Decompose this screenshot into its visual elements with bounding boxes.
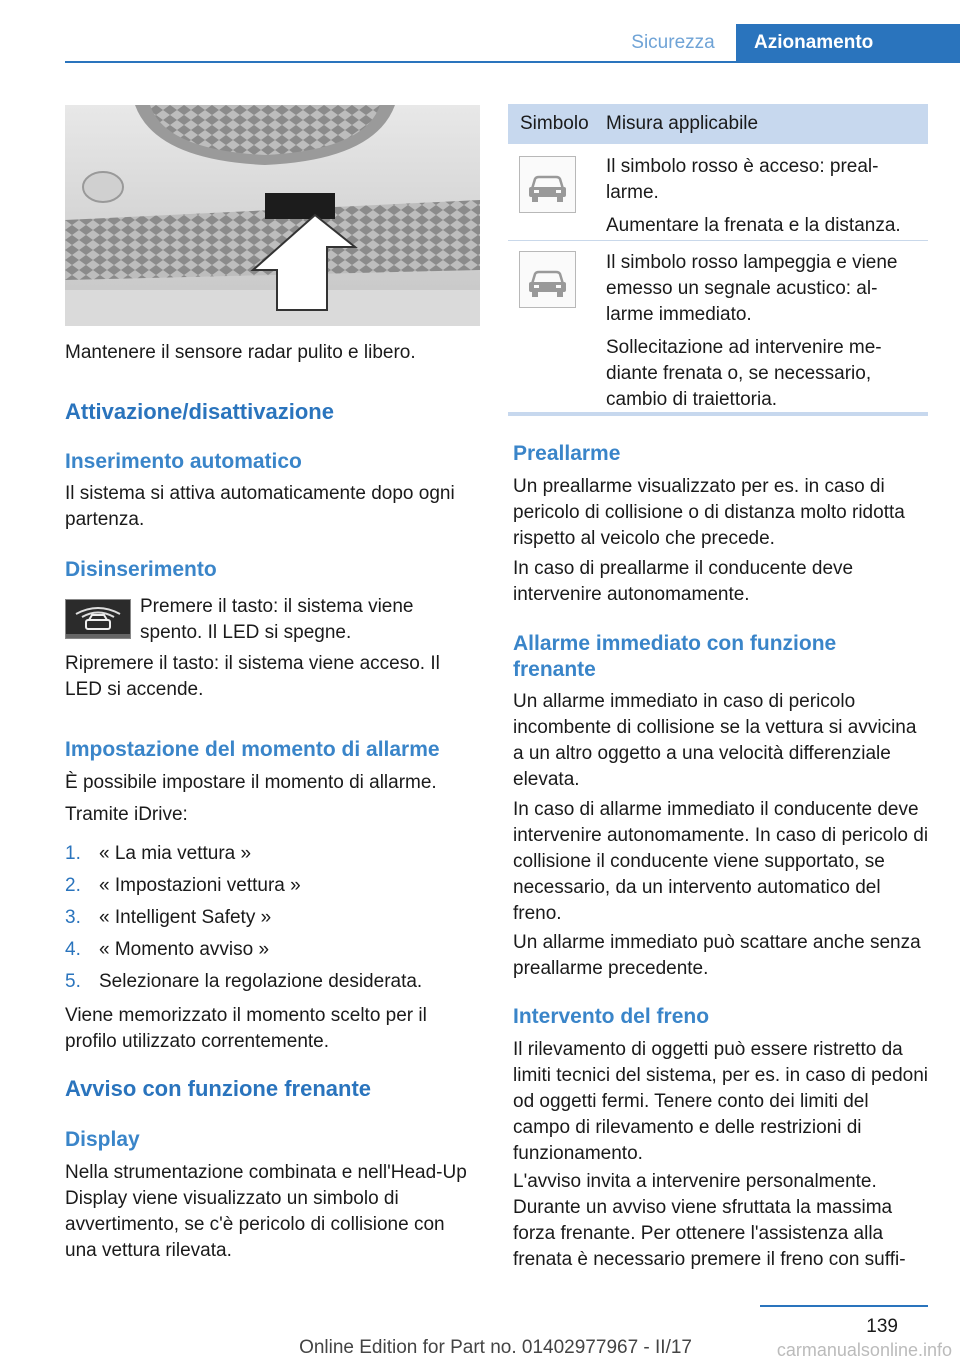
heading-auto-insertion: Inserimento automatico [65,450,302,473]
row-text: diante frenata o, se necessario, [606,363,872,384]
column-header-symbol: Simbolo [520,113,589,134]
heading-alarm-timing: Impostazione del momento di allarme [65,738,440,761]
heading-display: Display [65,1128,140,1151]
paragraph-disable-again: Ripremere il tasto: il sistema viene acceso. Il LED si accende. [65,653,440,700]
tab-section: Sicurezza [631,32,715,53]
paragraph-brake-2: L'avviso invita a intervenire personalmente. Durante un avviso viene sfruttata la massima forza frenante. Per ottenere l'assistenza alla frenata è necessario premere il freno con suffi- [513,1171,906,1270]
heading-brake-intervention: Intervento del freno [513,1005,710,1028]
paragraph-saved: Viene memorizzato il momento scelto per il profilo utilizzato correntemente. [65,1005,427,1052]
list-item: 1. « La mia vettura » [65,843,252,864]
car-warning-symbol-icon [519,156,576,213]
row-text: Sollecitazione ad intervenire me- [606,337,882,358]
table-bottom-rule [508,412,928,416]
paragraph-prealarm-2: In caso di preallarme il conducente deve intervenire autonomamente. [513,558,854,605]
paragraph-auto: Il sistema si attiva automaticamente dopo ogni partenza. [65,483,455,530]
car-warning-symbol-icon [519,251,576,308]
heading-activation: Attivazione/disattivazione [65,399,334,424]
paragraph-brake-1: Il rilevamento di oggetti può essere ristretto da limiti tecnici del sistema, per es. in caso di pedoni od oggetti fermi. Tenere conto dei limiti del campo di rilevamento e delle restrizioni di funzionamento. [513,1039,929,1164]
table-header [508,104,928,144]
footer-rule [760,1305,928,1307]
paragraph-immediate-3: Un allarme immediato può scattare anche senza preallarme precedente. [513,932,921,979]
row-text: Aumentare la frenata e la distanza. [606,215,901,236]
header-rule [65,61,960,63]
paragraph-idrive: Tramite iDrive: [65,804,188,825]
heading-brake-warning: Avviso con funzione frenante [65,1076,372,1101]
paragraph-disable-button: Premere il tasto: il sistema viene spento. Il LED si spegne. [140,596,414,643]
paragraph-prealarm-1: Un preallarme visualizzato per es. in caso di pericolo di collisione o di distanza molto ridotta rispetto al veicolo che precede. [513,476,905,549]
list-item: 5. Selezionare la regolazione desiderata. [65,971,423,992]
column-header-measure: Misura applicabile [606,113,759,134]
tab-chapter: Azionamento [736,24,960,62]
heading-prealarm: Preallarme [513,442,621,465]
list-item: 3. « Intelligent Safety » [65,907,272,928]
collision-warning-button-icon [65,599,131,639]
edition-note: Online Edition for Part no. 01402977967 - II/17 [299,1337,692,1358]
table-row [508,144,928,241]
row-text: Il simbolo rosso è acceso: preal- [606,156,879,177]
heading-disable: Disinserimento [65,558,217,581]
watermark: carmanualsonline.info [776,1340,952,1360]
heading-immediate-alarm: Allarme immediato con funzione frenante [513,632,837,681]
row-text: cambio di traiettoria. [606,389,778,410]
row-text: larme. [606,182,659,203]
page-number: 139 [866,1316,898,1337]
paragraph-display: Nella strumentazione combinata e nell'Head-Up Display viene visualizzato un simbolo di avvertimento, se c'è pericolo di collisione con una vettura rilevata. [65,1162,467,1261]
row-text: emesso un segnale acustico: al- [606,278,878,299]
idrive-steps-list [65,838,477,998]
paragraph-immediate-1: Un allarme immediato in caso di pericolo incombente di collisione se la vettura si avvicina a un altro oggetto a una velocità differenziale elevata. [513,691,917,790]
table-row [508,241,928,413]
symbol-table [508,104,928,413]
list-item: 2. « Impostazioni vettura » [65,875,301,896]
row-text: larme immediato. [606,304,752,325]
photo-caption: Mantenere il sensore radar pulito e libero. [65,342,416,363]
paragraph-timing: È possibile impostare il momento di allarme. [65,772,437,793]
list-item: 4. « Momento avviso » [65,939,270,960]
row-text: Il simbolo rosso lampeggia e viene [606,252,898,273]
radar-sensor-photo [65,105,480,326]
paragraph-immediate-2: In caso di allarme immediato il conducente deve intervenire autonomamente. In caso di pericolo di collisione il conducente viene supportato, se necessario, da un intervento automatico del freno. [513,799,929,924]
